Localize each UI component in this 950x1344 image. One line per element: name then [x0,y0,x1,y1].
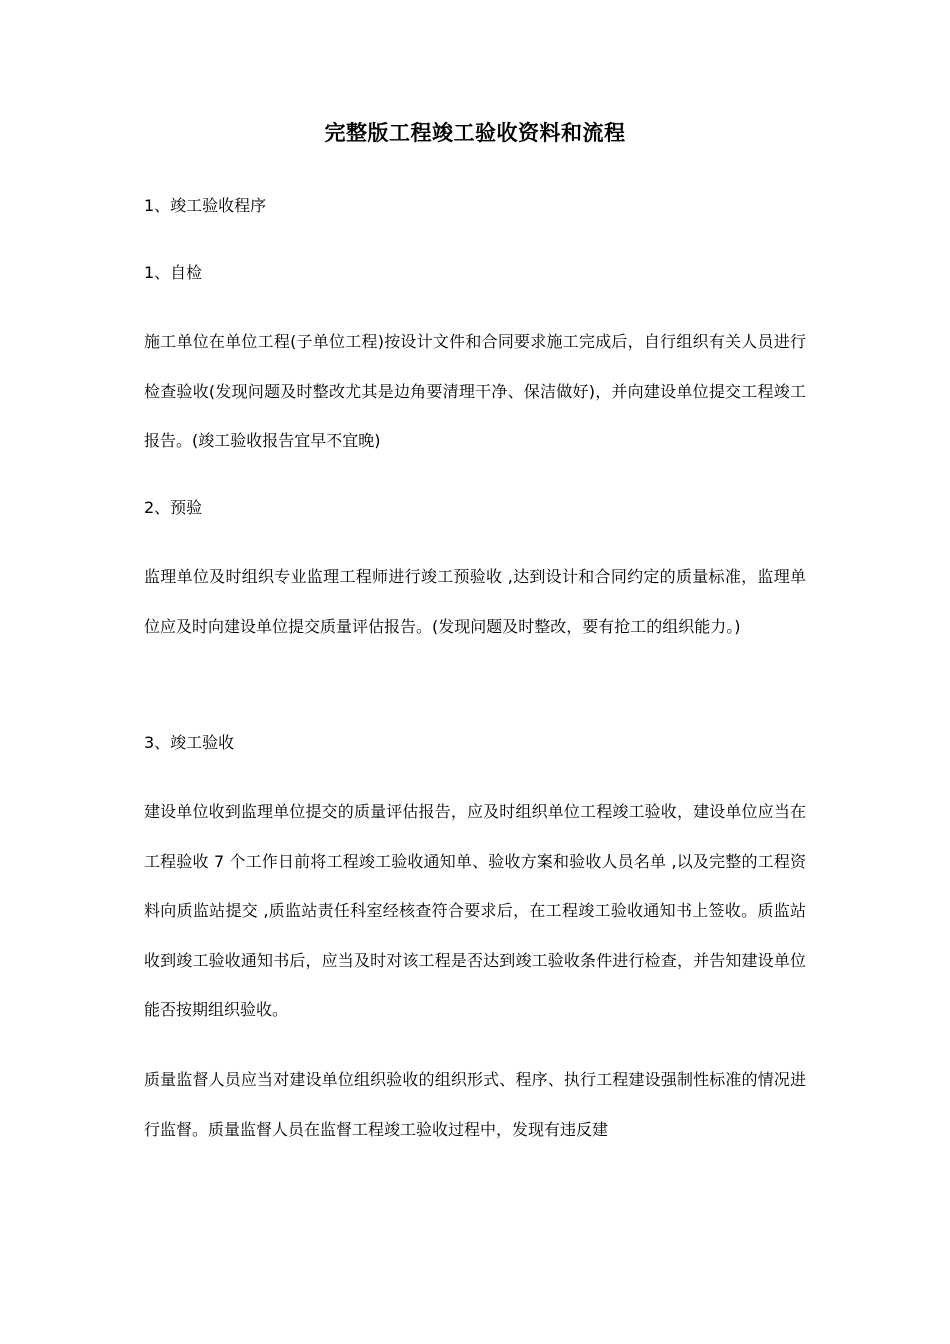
paragraph-self-check: 施工单位在单位工程(子单位工程)按设计文件和合同要求施工完成后，自行组织有关人员进行检查验收(发现问题及时整改尤其是边角要清理干净、保洁做好)，并向建设单位提交工程竣工报告。(竣工验收报告宜早不宜晚) [144,332,806,450]
paragraph-final-acceptance-2: 质量监督人员应当对建设单位组织验收的组织形式、程序、执行工程建设强制性标准的情况进行监督。质量监督人员在监督工程竣工验收过程中，发现有违反建 [144,1070,806,1139]
document-title: 完整版工程竣工验收资料和流程 [324,121,626,145]
section-heading-final-acceptance: 3、竣工验收 [144,733,235,752]
section-heading-pre-acceptance: 2、预验 [144,498,203,517]
section-heading-procedure: 1、竣工验收程序 [144,196,267,215]
paragraph-final-acceptance-1: 建设单位收到监理单位提交的质量评估报告，应及时组织单位工程竣工验收，建设单位应当在工程验收 7 个工作日前将工程竣工验收通知单、验收方案和验收人员名单 ,以及完整的工程资料向质监站提交 ,质监站责任科室经核查符合要求后，在工程竣工验收通知书上签收。质监站收到竣工验收通知书后，应当及时对该工程是否达到竣工验收条件进行检查，并告知建设单位能否按期组织验收。 [144,802,806,1019]
section-heading-self-check: 1、自检 [144,263,203,282]
paragraph-pre-acceptance: 监理单位及时组织专业监理工程师进行竣工预验收 ,达到设计和合同约定的质量标准，监理单位应及时向建设单位提交质量评估报告。(发现问题及时整改，要有抢工的组织能力。) [144,567,806,636]
